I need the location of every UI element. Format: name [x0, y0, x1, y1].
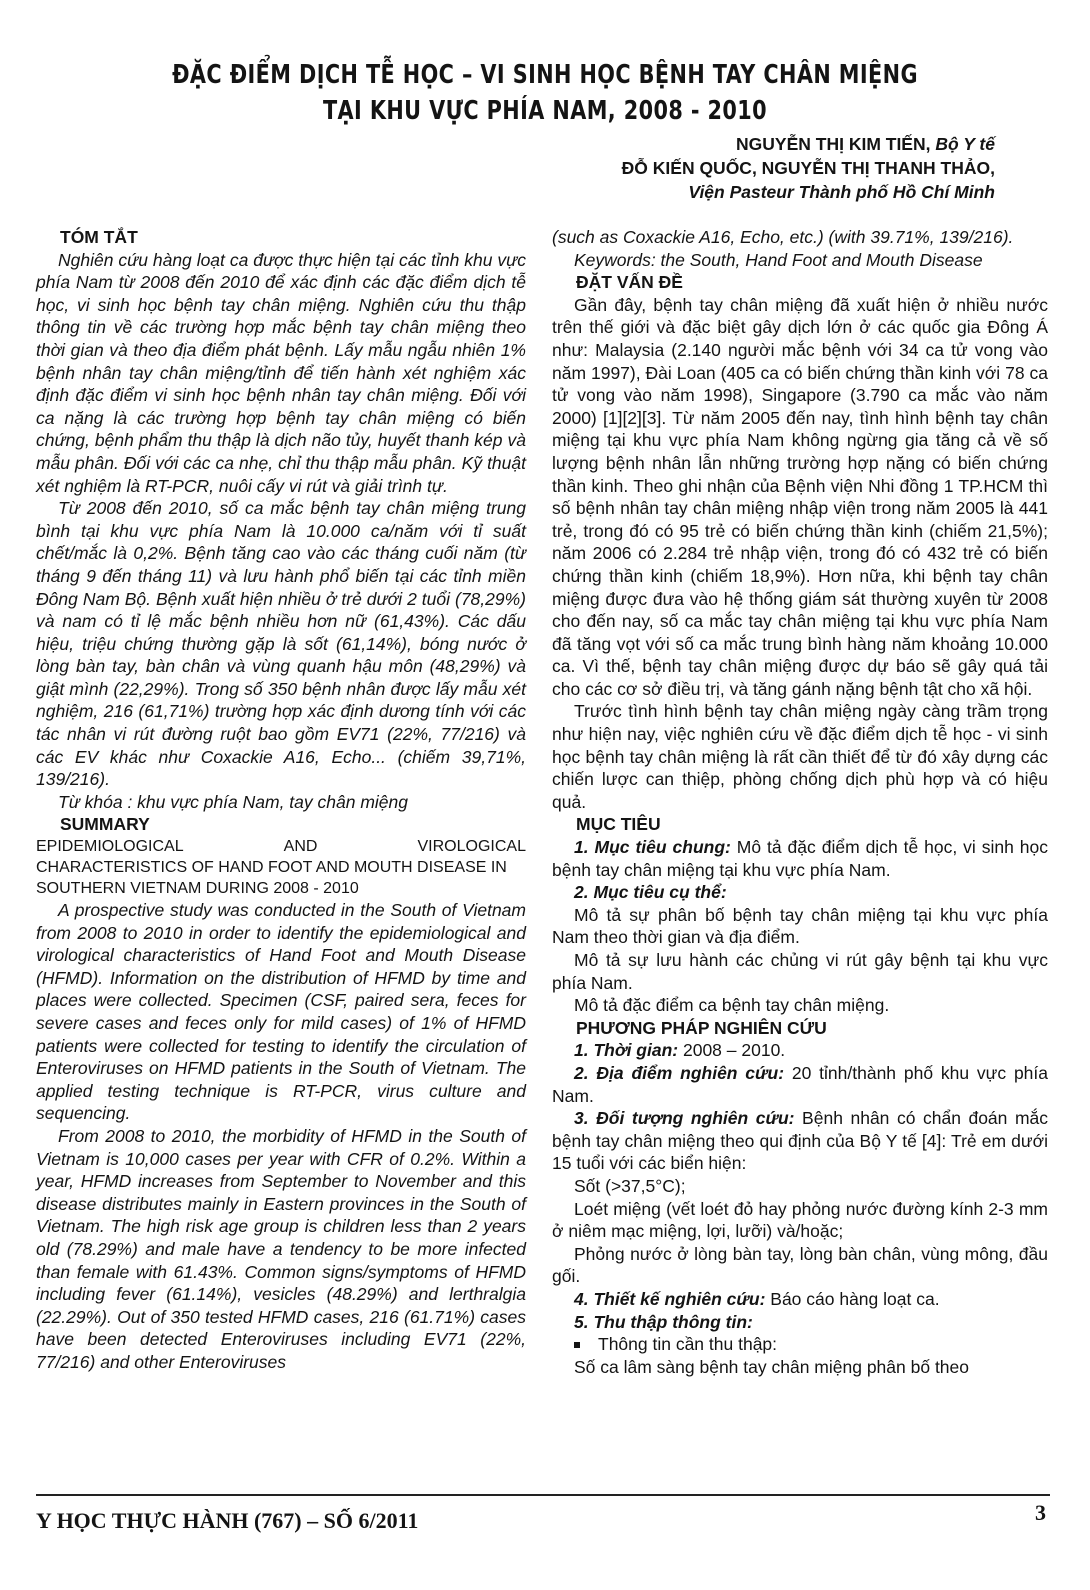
affiliation-1: Bộ Y tế: [935, 134, 995, 154]
objective-general-label: 1. Mục tiêu chung:: [574, 837, 731, 858]
introduction-paragraph-2: Trước tình hình bệnh tay chân miệng ngày càng trầm trọng như hiện nay, việc nghiên cứu về đặc điểm dịch tễ học - vi sinh học bệnh tay chân miệng là rất cần thiết để từ đó xây dựng các chiến lược can thiệp, phòng chống dịch phù hợp và có hiệu quả.: [552, 701, 1048, 812]
summary-title-rest: CHARACTERISTICS OF HAND FOOT AND MOUTH DISEASE IN SOUTHERN VIETNAM DURING 2008 - 2010: [36, 859, 507, 898]
summary-paragraph-2: From 2008 to 2010, the morbidity of HFMD in the South of Vietnam is 10,000 cases per year with CFR of 0.2%. Within a year, HFMD increases from September to November and this disease distributes mainly in Eastern provinces in the South of Vietnam. The high risk age group is children less than 2 years old (78.29%) and male have a tendency to be more infected than female with 61.43%. Common signs/symptoms of HFMD including fever (61.14%), vesicles (48.29%) and lerthralgia (22.29%). Out of 350 tested HFMD cases, 216 (61.71%) cases have been detected Enteroviruses including EV71 (22%, 77/216) and other Enteroviruses: [36, 1125, 526, 1372]
method-2: [552, 1062, 1048, 1107]
method-3: [552, 1107, 1048, 1175]
introduction-paragraph-1: Gần đây, bệnh tay chân miệng đã xuất hiện ở nhiều nước trên thế giới và đặc biệt gây dịch lớn ở các quốc gia Đông Á như: Malaysia (2.140 người mắc bệnh với 34 ca tử vong vào năm 1997), Đài Loan (405 ca có biến chứng thần kinh với 78 ca tử vong vào năm 1998), Singapore (3.790 ca mắc vào năm 2000) [1][2][3]. Từ năm 2005 đến nay, tình hình bệnh tay chân miệng tại khu vực phía Nam không ngừng gia tăng cả về số lượng bệnh nhân lẫn những trường hợp nặng có biến chứng thần kinh. Theo ghi nhận của Bệnh viện Nhi đồng 1 TP.HCM thì số bệnh nhân tay chân miệng nhập viện trong năm 2005 là 441 trẻ, trong đó có 95 trẻ có biến chứng thần kinh (chiếm 21,5%); năm 2006 có 2.284 trẻ nhập viện, trong đó có 432 trẻ có biến chứng thần kinh (chiếm 18,9%). Hơn nữa, khi bệnh tay chân miệng được đưa vào hệ thống giám sát thường xuyên từ 2008 cho đến nay, số ca mắc tay chân miệng tại khu vực phía Nam đã tăng vọt với số ca mắc trung bình hàng năm khoảng 10.000 ca. Vì thế, bệnh tay chân miệng được dự báo sẽ gây quá tải cho các cơ sở điều trị, và tăng gánh nặng bệnh tật cho xã hội.: [552, 294, 1048, 699]
method-3-criterion-a: Sốt (>37,5°C);: [574, 1175, 686, 1196]
method-4: [552, 1288, 1048, 1311]
objective-specific-c: Mô tả đặc điểm ca bệnh tay chân miệng.: [574, 995, 890, 1016]
abstract-paragraph-2: Từ 2008 đến 2010, số ca mắc bệnh tay chân miệng trung bình tại khu vực phía Nam là 10.000 ca/năm với tỉ suất chết/mắc là 0,2%. Bệnh tăng cao vào các tháng cuối năm (từ tháng 9 đến tháng 11) và lưu hành phổ biến tại các tỉnh miền Đông Nam Bộ. Bệnh xuất hiện nhiều ở trẻ dưới 2 tuổi (78,29%) và nam có tỉ lệ mắc bệnh nhiều hơn nữ (61,43%). Các dấu hiệu, triệu chứng thường gặp là sốt (61,14%), bóng nước ở lòng bàn tay, bàn chân và vùng quanh hậu môn (48,29%) và giật mình (22,29%). Trong số 350 bệnh nhân được lấy mẫu xét nghiệm, 216 (61,71%) trường hợp xác định dương tính với các tác nhân vi rút đường ruột bao gồm EV71 (22%, 77/216) và các EV khác như Coxackie A16, Echo... (chiếm 39,71%, 139/216).: [36, 498, 526, 790]
method-2-label: 2. Địa điểm nghiên cứu:: [574, 1062, 785, 1083]
summary-title-word-1: EPIDEMIOLOGICAL: [36, 838, 184, 856]
affiliation-2: Viện Pasteur Thành phố Hồ Chí Minh: [688, 182, 995, 202]
method-4-label: 4. Thiết kế nghiên cứu:: [574, 1288, 766, 1309]
method-2-text: 20 tỉnh/thành phố khu vực phía Nam.: [552, 1062, 1049, 1106]
abstract-heading: TÓM TẮT: [60, 227, 138, 247]
introduction-heading: ĐẶT VẤN ĐỀ: [576, 272, 683, 293]
method-5-text: Số ca lâm sàng bệnh tay chân miệng phân bố theo: [574, 1356, 969, 1377]
authors-block: [622, 132, 995, 204]
abstract-paragraph-1: Nghiên cứu hàng loạt ca được thực hiện tại các tỉnh khu vực phía Nam từ 2008 đến 2010 để xác định các đặc điểm dịch tễ học, vi sinh học bệnh tay chân miệng. Nghiên cứu thu thập thông tin về các trường hợp mắc bệnh tay chân miệng theo thời gian và theo địa điểm phát bệnh. Lấy mẫu ngẫu nhiên 1% bệnh nhân tay chân miệng/tỉnh để tiến hành xét nghiệm xác định đặc điểm vi sinh học bệnh nhân tay chân miệng. Đối với ca nặng là các trường hợp bệnh tay chân miệng có biến chứng, bệnh phẩm thu thập là dịch não tủy, huyết thanh kép và mẫu phân. Đối với các ca nhẹ, chỉ thu thập mẫu phân. Kỹ thuật xét nghiệm là RT-PCR, nuôi cấy vi rút và giải trình tự.: [36, 249, 526, 496]
objective-general-text: Mô tả đặc điểm dịch tễ học, vi sinh học bệnh tay chân miệng tại khu vực phía Nam.: [552, 837, 1048, 880]
method-5-label: 5. Thu thập thông tin:: [574, 1311, 753, 1332]
method-3-text: Bệnh nhân có chẩn đoán mắc bệnh tay chân miệng theo qui định của Bộ Y tế [4]: Trẻ em dưới 15 tuổi với các biển hiện:: [552, 1108, 1048, 1174]
method-1-text: 2008 – 2010.: [678, 1040, 786, 1061]
summary-title-word-2: AND: [283, 838, 318, 856]
summary-heading: SUMMARY: [60, 814, 150, 835]
method-3-label: 3. Đối tượng nghiên cứu:: [574, 1108, 795, 1129]
author-2: ĐỖ KIẾN QUỐC, NGUYỄN THỊ THANH THẢO,: [621, 158, 995, 178]
summary-paragraph-1: A prospective study was conducted in the South of Vietnam from 2008 to 2010 in order to identify the epidemiological and virological characteristics of Hand Foot and Mouth Disease (HFMD). Information on the distribution of HFMD by time and places were collected. Specimen (CSF, paired sera, feces for severe cases and feces only for mild cases) of 1% of HFMD patients were collected for testing to identify the circulation of Enteroviruses on HFMD patients in the South of Vietnam. The applied testing technique is RT-PCR, virus culture and sequencing.: [36, 900, 526, 1124]
objective-specific-label: 2. Mục tiêu cụ thể:: [574, 882, 727, 903]
method-3-criterion-c: Phỏng nước ở lòng bàn tay, lòng bàn chân, vùng mông, đầu gối.: [552, 1243, 1048, 1287]
keywords-en: Keywords: the South, Hand Foot and Mouth Disease: [574, 249, 983, 270]
article-title-line-2: TẠI KHU VỰC PHÍA NAM, 2008 - 2010: [322, 96, 768, 126]
method-5-bullet-text: Thông tin cần thu thập:: [598, 1334, 778, 1355]
method-1-label: 1. Thời gian:: [574, 1040, 679, 1061]
objectives-heading: MỤC TIÊU: [576, 814, 661, 835]
method-3-criterion-b: Loét miệng (vết loét đỏ hay phỏng nước đường kính 2-3 mm ở niêm mạc miệng, lợi, lưỡi) và/hoặc;: [552, 1198, 1048, 1242]
methods-heading: PHƯƠNG PHÁP NGHIÊN CỨU: [576, 1017, 827, 1038]
objective-specific-b: Mô tả sự lưu hành các chủng vi rút gây bệnh tại khu vực phía Nam.: [552, 950, 1048, 993]
page-number: 3: [1035, 1500, 1046, 1525]
right-column: [552, 226, 1048, 1378]
summary-title-line-1: [36, 836, 526, 857]
footer-divider: [36, 1494, 1050, 1496]
summary-title-word-3: VIROLOGICAL: [417, 838, 526, 856]
method-1: [552, 1039, 1048, 1062]
objective-general: [552, 836, 1048, 881]
bullet-icon: [574, 1342, 580, 1348]
summary-continuation: (such as Coxackie A16, Echo, etc.) (with 39.71%, 139/216).: [552, 227, 1014, 247]
objective-specific-a: Mô tả sự phân bố bệnh tay chân miệng tại khu vực phía Nam theo thời gian và địa điểm.: [552, 904, 1048, 948]
method-4-text: Báo cáo hàng loạt ca.: [765, 1288, 940, 1309]
left-column: [36, 226, 526, 1374]
article-title-line-1: ĐẶC ĐIỂM DỊCH TỄ HỌC – VI SINH HỌC BỆNH TAY CHÂN MIỆNG: [172, 60, 918, 90]
journal-footer: Y HỌC THỰC HÀNH (767) – SỐ 6/2011: [36, 1508, 419, 1533]
author-1: NGUYỄN THỊ KIM TIẾN,: [736, 134, 936, 154]
method-5-bullet: [552, 1333, 1048, 1356]
keywords-vi: Từ khóa : khu vực phía Nam, tay chân miệng: [58, 791, 408, 812]
